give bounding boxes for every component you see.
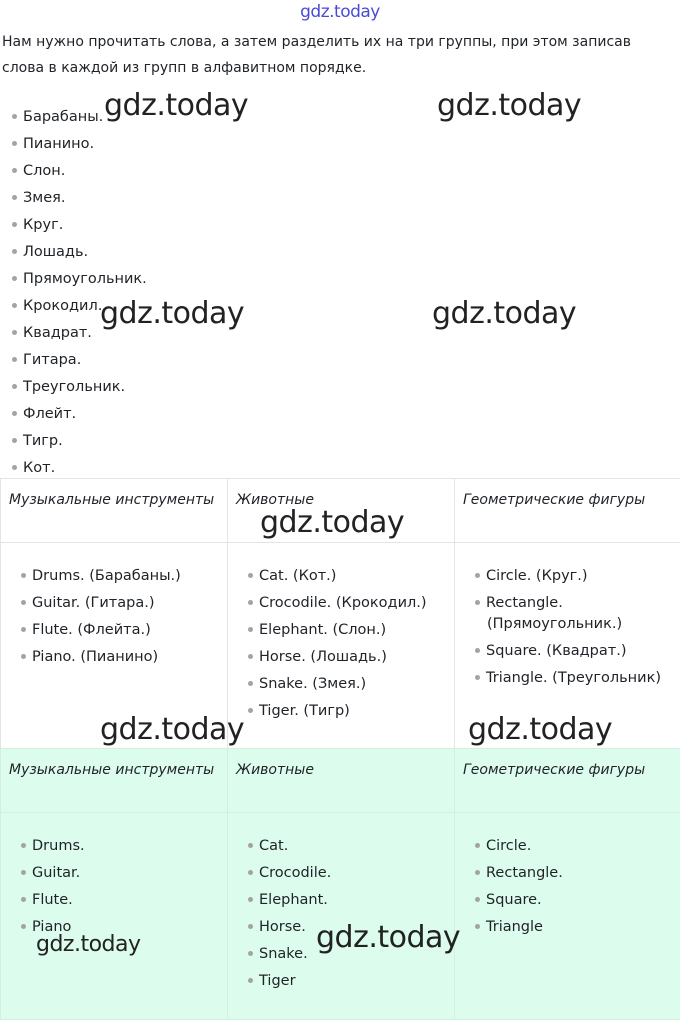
list-item: Horse. (Лошадь.) [248, 644, 454, 671]
list-item: Drums. (Барабаны.) [21, 563, 227, 590]
bullet-icon [12, 330, 17, 335]
bullet-icon [12, 357, 17, 362]
bullet-icon [248, 870, 253, 875]
list-item: Треугольник. [12, 374, 147, 401]
header-cell: Животные [228, 479, 455, 543]
table-cell [228, 813, 455, 1020]
list-item: Круг. [12, 212, 147, 239]
table-header-row [1, 479, 680, 543]
list-item: Piano [21, 914, 227, 941]
list-item: Square. [475, 887, 680, 914]
bullet-icon [21, 573, 26, 578]
bullet-icon [248, 600, 253, 605]
english-groups-table [0, 748, 680, 1020]
table-cell [1, 543, 228, 749]
bullet-icon [248, 573, 253, 578]
bullet-icon [475, 924, 480, 929]
word-list [12, 104, 147, 482]
table-row [1, 543, 680, 749]
list-item: Flute. [21, 887, 227, 914]
list-item: Flute. (Флейта.) [21, 617, 227, 644]
header-cell: Геометрические фигуры [455, 479, 680, 543]
translated-groups-table [0, 478, 680, 749]
list-item: Барабаны. [12, 104, 147, 131]
list-item: Guitar. (Гитара.) [21, 590, 227, 617]
bullet-icon [475, 600, 480, 605]
bullet-icon [475, 870, 480, 875]
bullet-icon [12, 411, 17, 416]
list-item: Змея. [12, 185, 147, 212]
list-item: Horse. [248, 914, 454, 941]
bullet-icon [475, 573, 480, 578]
list-item: Крокодил. [12, 293, 147, 320]
list-item: Rectangle. (Прямоугольник.) [475, 590, 680, 638]
list-item: Piano. (Пианино) [21, 644, 227, 671]
bullet-icon [21, 897, 26, 902]
table-row [1, 813, 680, 1020]
list-item: Elephant. [248, 887, 454, 914]
watermark: gdz.today [104, 88, 248, 123]
list-item: Circle. (Круг.) [475, 563, 680, 590]
header-cell: Музыкальные инструменты [1, 749, 228, 813]
bullet-icon [12, 222, 17, 227]
list-item: Square. (Квадрат.) [475, 638, 680, 665]
list-item: Слон. [12, 158, 147, 185]
watermark: gdz.today [100, 296, 244, 331]
list-item: Тигр. [12, 428, 147, 455]
watermark: gdz.today [316, 920, 460, 955]
list-item: Crocodile. (Крокодил.) [248, 590, 454, 617]
bullet-icon [12, 195, 17, 200]
list-item: Кот. [12, 455, 147, 482]
table-cell [455, 543, 680, 749]
list-item: Snake. (Змея.) [248, 671, 454, 698]
bullet-icon [248, 978, 253, 983]
bullet-icon [475, 675, 480, 680]
table-cell [1, 813, 228, 1020]
bullet-icon [12, 168, 17, 173]
bullet-icon [12, 114, 17, 119]
bullet-icon [21, 600, 26, 605]
bullet-icon [475, 648, 480, 653]
bullet-icon [12, 249, 17, 254]
watermark: gdz.today [100, 712, 244, 747]
bullet-icon [12, 438, 17, 443]
bullet-icon [248, 843, 253, 848]
list-item: Cat. [248, 833, 454, 860]
list-item: Drums. [21, 833, 227, 860]
task-text: Нам нужно прочитать слова, а затем разделить их на три группы, при этом записав слова в каждой из групп в алфавитном порядке. [2, 29, 672, 81]
bullet-icon [12, 303, 17, 308]
bullet-icon [248, 654, 253, 659]
watermark: gdz.today [260, 505, 404, 540]
list-item: Гитара. [12, 347, 147, 374]
bullet-icon [248, 627, 253, 632]
list-item: Snake. [248, 941, 454, 968]
bullet-icon [21, 627, 26, 632]
bullet-icon [12, 141, 17, 146]
list-item: Tiger [248, 968, 454, 995]
watermark: gdz.today [36, 932, 141, 957]
watermark: gdz.today [432, 296, 576, 331]
bullet-icon [21, 924, 26, 929]
site-logo[interactable]: gdz.today [0, 2, 680, 22]
list-item: Cat. (Кот.) [248, 563, 454, 590]
list-item: Triangle [475, 914, 680, 941]
table-header-row [1, 749, 680, 813]
header-cell: Геометрические фигуры [455, 749, 680, 813]
watermark: gdz.today [468, 712, 612, 747]
bullet-icon [248, 708, 253, 713]
bullet-icon [21, 843, 26, 848]
list-item: Лошадь. [12, 239, 147, 266]
bullet-icon [248, 924, 253, 929]
bullet-icon [248, 897, 253, 902]
bullet-icon [475, 843, 480, 848]
table-cell [228, 543, 455, 749]
watermark: gdz.today [437, 88, 581, 123]
bullet-icon [21, 654, 26, 659]
bullet-icon [12, 384, 17, 389]
header-cell: Животные [228, 749, 455, 813]
list-item: Guitar. [21, 860, 227, 887]
bullet-icon [21, 870, 26, 875]
list-item: Circle. [475, 833, 680, 860]
list-item: Rectangle. [475, 860, 680, 887]
list-item: Tiger. (Тигр) [248, 698, 454, 725]
bullet-icon [475, 897, 480, 902]
list-item: Triangle. (Треугольник) [475, 665, 680, 692]
list-item: Crocodile. [248, 860, 454, 887]
list-item: Elephant. (Слон.) [248, 617, 454, 644]
bullet-icon [12, 276, 17, 281]
list-item: Пианино. [12, 131, 147, 158]
header-cell: Музыкальные инструменты [1, 479, 228, 543]
list-item: Квадрат. [12, 320, 147, 347]
list-item: Флейт. [12, 401, 147, 428]
list-item: Прямоугольник. [12, 266, 147, 293]
bullet-icon [248, 951, 253, 956]
bullet-icon [12, 465, 17, 470]
table-cell [455, 813, 680, 1020]
bullet-icon [248, 681, 253, 686]
